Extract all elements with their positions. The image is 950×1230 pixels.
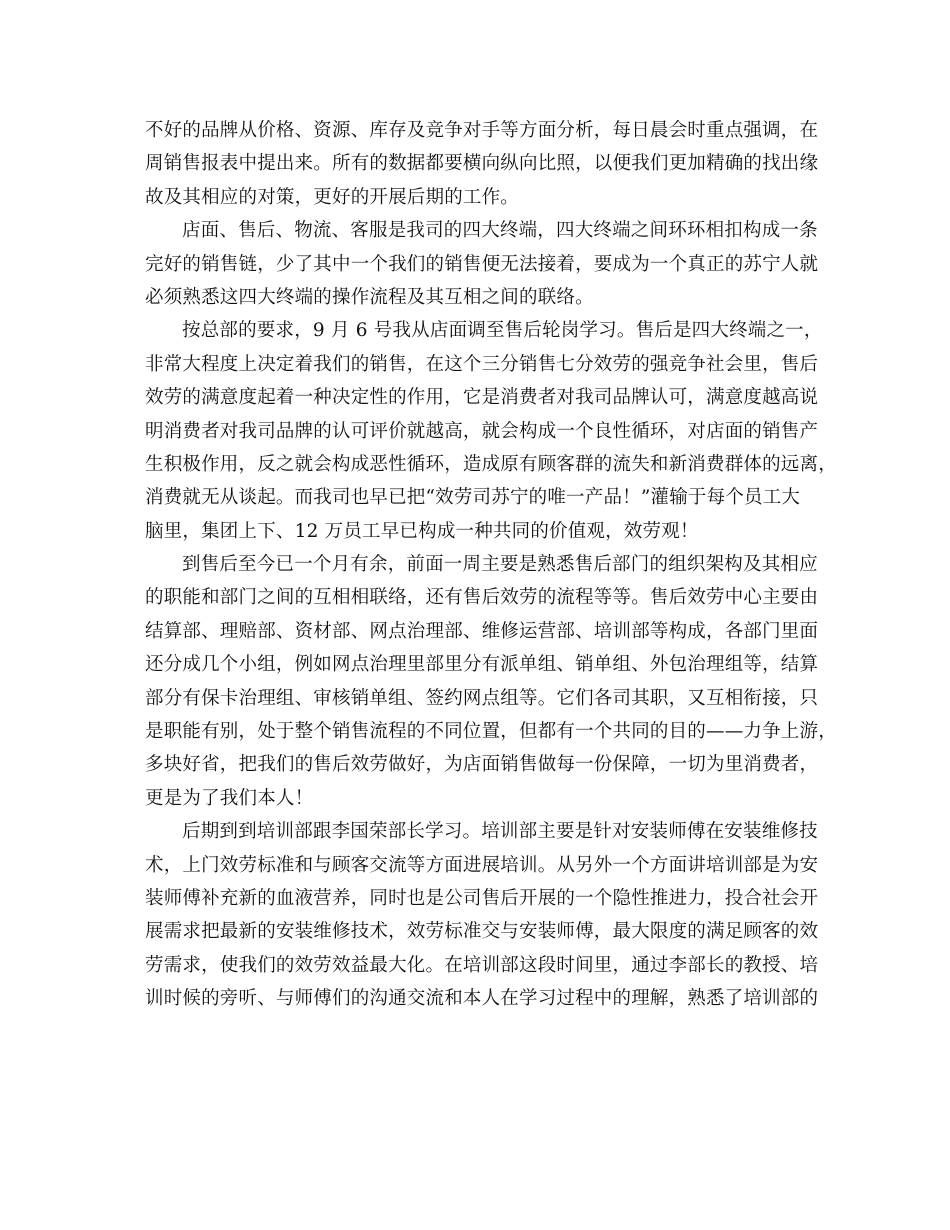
- text-line: 后期到到培训部跟李国荣部长学习。培训部主要是针对安装师傅在安装维修技: [182, 821, 818, 843]
- text-line: 必须熟悉这四大终端的操作流程及其互相之间的联络。: [145, 286, 594, 308]
- text-line: 多块好省，把我们的售后效劳做好，为店面销售做每一份保障，一切为里消费者，: [145, 754, 819, 776]
- text-line: 更是为了我们本人！: [145, 787, 314, 809]
- text-line: 脑里，集团上下、12 万员工早已构成一种共同的价值观，效劳观！: [145, 520, 699, 542]
- text-line: 周销售报表中提出来。所有的数据都要横向纵向比照，以便我们更加精确的找出缘: [145, 153, 819, 175]
- text-line: 非常大程度上决定着我们的销售，在这个三分销售七分效劳的强竞争社会里，售后: [145, 353, 819, 375]
- text-line: 训时候的旁听、与师傅们的沟通交流和本人在学习过程中的理解，熟悉了培训部的: [145, 988, 819, 1010]
- text-line: 劳需求，使我们的效劳效益最大化。在培训部这段时间里，通过李部长的教授、培: [145, 954, 819, 976]
- text-line: 部分有保卡治理组、审核销单组、签约网点组等。它们各司其职，又互相衔接，只: [145, 687, 819, 709]
- text-line: 不好的品牌从价格、资源、库存及竞争对手等方面分析，每日晨会时重点强调，在: [145, 120, 819, 141]
- text-line: 的职能和部门之间的互相相联络，还有售后效劳的流程等等。售后效劳中心主要由: [145, 587, 819, 609]
- text-line: 结算部、理赔部、资材部、网点治理部、维修运营部、培训部等构成，各部门里面: [145, 620, 819, 642]
- document-body: [145, 114, 837, 1016]
- text-line: 完好的销售链，少了其中一个我们的销售便无法接着，要成为一个真正的苏宁人就: [145, 253, 819, 275]
- text-line: 店面、售后、物流、客服是我司的四大终端，四大终端之间环环相扣构成一条: [182, 220, 818, 242]
- text-line: 装师傅补充新的血液营养，同时也是公司售后开展的一个隐性推进力，投合社会开: [145, 887, 819, 909]
- text-line: 故及其相应的对策，更好的开展后期的工作。: [145, 186, 520, 208]
- paragraph: [145, 214, 825, 314]
- text-line: 到售后至今已一个月有余，前面一周主要是熟悉售后部门的组织架构及其相应: [182, 554, 818, 576]
- text-line: 消费就无从谈起。而我司也早已把“效劳司苏宁的唯一产品！”灌输于每个员工大: [145, 487, 801, 509]
- text-line: 展需求把最新的安装维修技术，效劳标准交与安装师傅，最大限度的满足顾客的效: [145, 921, 819, 943]
- text-line: 术，上门效劳标准和与顾客交流等方面进展培训。从另外一个方面讲培训部是为安: [145, 854, 819, 876]
- text-line: 明消费者对我司品牌的认可评价就越高，就会构成一个良性循环，对店面的销售产: [145, 420, 819, 442]
- text-line: 是职能有别，处于整个销售流程的不同位置，但都有一个共同的目的——力争上游，: [145, 721, 837, 743]
- paragraph: [145, 548, 837, 815]
- paragraph: [145, 815, 825, 1015]
- text-line: 按总部的要求，9 月 6 号我从店面调至售后轮岗学习。售后是四大终端之一，: [182, 320, 823, 342]
- text-line: 效劳的满意度起着一种决定性的作用，它是消费者对我司品牌认可，满意度越高说: [145, 387, 819, 409]
- paragraph: [145, 314, 837, 548]
- text-line: 生积极作用，反之就会构成恶性循环，造成原有顾客群的流失和新消费群体的远离，: [145, 453, 837, 475]
- text-line: 还分成几个小组，例如网点治理里部里分有派单组、销单组、外包治理组等，结算: [145, 654, 819, 676]
- paragraph: [145, 114, 825, 214]
